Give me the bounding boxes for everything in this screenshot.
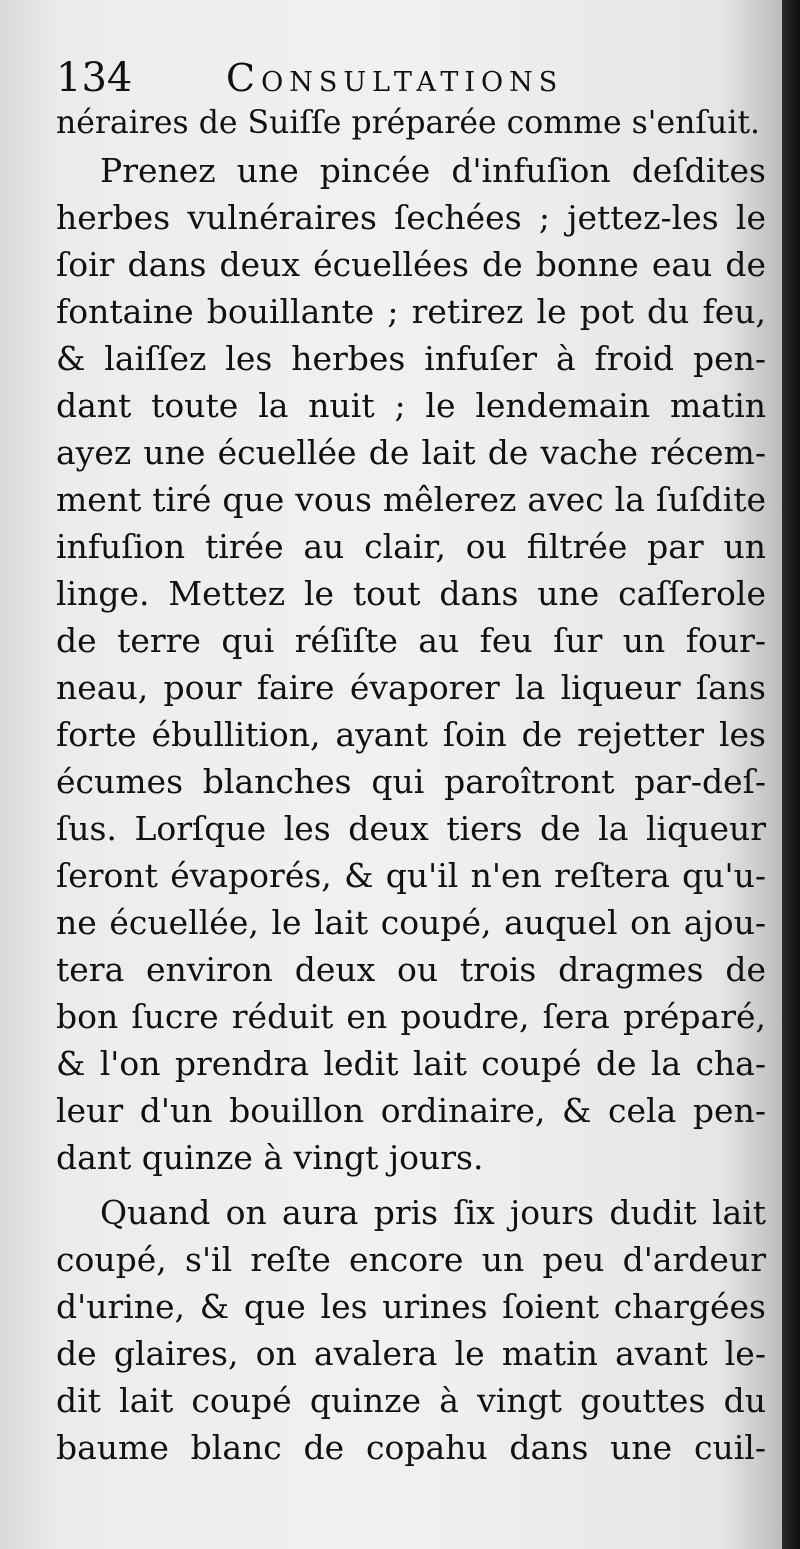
text-line: forte ébullition, ayant ſoin de rejetter les — [56, 715, 766, 754]
book-spine-shadow — [782, 0, 800, 1549]
text-line: leur d'un bouillon ordinaire, & cela pen- — [56, 1091, 766, 1130]
text-line: dant toute la nuit ; le lendemain matin — [56, 386, 766, 425]
text-line: & laiſſez les herbes infuſer à froid pen- — [56, 339, 766, 378]
text-line: ment tiré que vous mêlerez avec la ſuſdite — [56, 480, 766, 519]
text-line: Prenez une pincée d'infuſion deſdites — [100, 151, 766, 190]
text-line: infuſion tirée au clair, ou filtrée par un — [56, 527, 766, 566]
text-line: coupé, s'il reſte encore un peu d'ardeur — [56, 1240, 766, 1279]
text-line: de glaires, on avalera le matin avant le- — [56, 1334, 766, 1373]
text-line: de terre qui réſiſte au feu ſur un four- — [56, 621, 766, 660]
text-line: néraires de Suiſſe préparée comme s'enſuit. — [56, 105, 761, 141]
paragraph — [56, 147, 766, 1181]
text-line: & l'on prendra ledit lait coupé de la cha- — [56, 1044, 766, 1083]
text-line: ſus. Lorſque les deux tiers de la liqueur — [56, 809, 766, 848]
body-text — [56, 100, 766, 1471]
text-line: dant quinze à vingt jours. — [56, 1138, 484, 1177]
text-line: ſeront évaporés, & qu'il n'en reſtera qu'u- — [56, 856, 766, 895]
text-line: Quand on aura pris ſix jours dudit lait — [100, 1193, 766, 1232]
text-line: fontaine bouillante ; retirez le pot du feu, — [56, 292, 766, 331]
text-line: tera environ deux ou trois dragmes de — [56, 950, 766, 989]
text-line: herbes vulnéraires ſechées ; jettez-les le — [56, 198, 766, 237]
text-line: dit lait coupé quinze à vingt gouttes du — [56, 1381, 766, 1420]
running-title: Consultations — [226, 56, 564, 100]
paragraph — [56, 1189, 766, 1471]
text-line: bon ſucre réduit en poudre, ſera préparé, — [56, 997, 766, 1036]
text-line: ſoir dans deux écuellées de bonne eau de — [56, 245, 766, 284]
text-line: baume blanc de copahu dans une cuil- — [56, 1428, 766, 1467]
paragraph — [56, 100, 766, 147]
text-line: neau, pour faire évaporer la liqueur ſans — [56, 668, 766, 707]
text-line: écumes blanches qui paroîtront par-deſ- — [56, 762, 766, 801]
page-header — [56, 48, 756, 108]
page-number: 134 — [56, 55, 133, 101]
text-line: linge. Mettez le tout dans une caſſerole — [56, 574, 766, 613]
paragraph-gap — [56, 1181, 766, 1189]
text-line: d'urine, & que les urines ſoient chargées — [56, 1287, 766, 1326]
text-line: ayez une écuellée de lait de vache récem- — [56, 433, 766, 472]
text-line: ne écuellée, le lait coupé, auquel on ajou- — [56, 903, 766, 942]
